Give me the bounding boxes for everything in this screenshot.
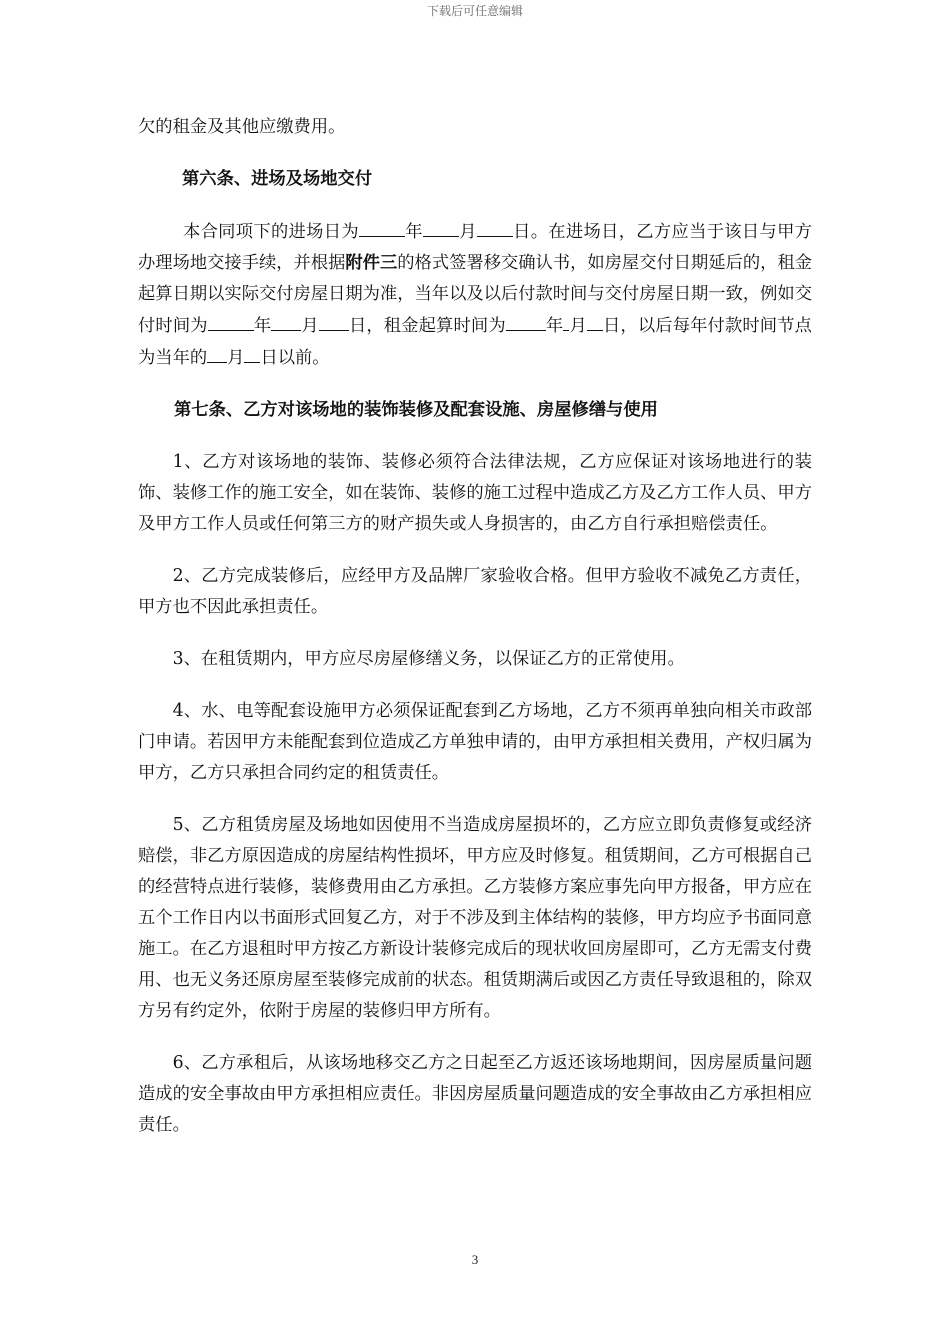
year-label: 年 (545, 316, 564, 336)
month-label: 月 (227, 348, 245, 368)
blank-field[interactable] (477, 216, 513, 237)
article-6-paragraph (138, 216, 812, 374)
page-number: 3 (471, 1252, 479, 1267)
article-6-heading: 第六条、进场及场地交付 (182, 169, 373, 189)
continuation-paragraph: 欠的租金及其他应缴费用。 (138, 117, 346, 137)
article-7-item-5: 5、乙方租赁房屋及场地如因使用不当造成房屋损坏的，乙方应立即负责修复或经济赔偿，非乙方原因造成的房屋结构性损坏，甲方应及时修复。租赁期间，乙方可根据自己的经营特点进行装修，装修费用由乙方承担。乙方装修方案应事先向甲方报备，甲方应在五个工作日内以书面形式回复乙方，对于不涉及到主体结构的装修，甲方均应予书面同意施工。在乙方退租时甲方按乙方新设计装修完成后的现状收回房屋即可，乙方无需支付费用、也无义务还原房屋至装修完成前的状态。租赁期满后或因乙方责任导致退租的，除双方另有约定外，依附于房屋的装修归甲方所有。 (138, 815, 812, 1021)
blank-field[interactable] (244, 342, 260, 363)
attachment-reference: 附件三 (345, 253, 398, 273)
article-7-item-4: 4、水、电等配套设施甲方必须保证配套到乙方场地，乙方不须再单独向相关市政部门申请。若因甲方未能配套到位造成乙方单独申请的，由甲方承担相关费用，产权归属为甲方，乙方只承担合同约定的租赁责任。 (138, 701, 812, 783)
article-7-item-1: 1、乙方对该场地的装饰、装修必须符合法律法规，乙方应保证对该场地进行的装饰、装修工作的施工安全，如在装饰、装修的施工过程中造成乙方及乙方工作人员、甲方及甲方工作人员或任何第三方的财产损失或人身损害的，由乙方自行承担赔偿责任。 (138, 452, 812, 534)
article-7-item-3: 3、在租赁期内，甲方应尽房屋修缮义务，以保证乙方的正常使用。 (172, 649, 685, 669)
text-segment: 日以前。 (260, 348, 330, 368)
text-segment: 本合同项下的进场日为 (182, 222, 359, 242)
blank-field[interactable] (271, 310, 301, 331)
month-label: 月 (301, 316, 319, 336)
blank-field[interactable] (208, 310, 254, 331)
document-page (138, 112, 812, 1162)
text-segment: 日。在进场日，乙方应当于该日与甲方办理场地交接手续，并根据 (138, 222, 812, 273)
month-label: 月 (569, 316, 587, 336)
blank-field[interactable] (423, 216, 459, 237)
blank-field[interactable] (587, 310, 603, 331)
blank-field[interactable] (359, 216, 405, 237)
year-label: 年 (253, 316, 272, 336)
header-note: 下载后可任意编辑 (426, 4, 523, 18)
blank-field[interactable] (207, 342, 227, 363)
month-label: 月 (458, 222, 477, 242)
text-segment: 的格式签署移交确认书，如房屋交付日期延后的，租金起算日期以实际交付房屋日期为准，当年以及以后付款时间与交付房屋日期一致，例如交付时间为 (138, 253, 813, 336)
text-segment: 日，以后每年付款时间节点为当年的 (138, 316, 812, 368)
article-7-item-6: 6、乙方承租后，从该场地移交乙方之日起至乙方返还该场地期间，因房屋质量问题造成的安全事故由甲方承担相应责任。非因房屋质量问题造成的安全事故由乙方承担相应责任。 (138, 1053, 812, 1135)
blank-field[interactable] (506, 310, 546, 331)
blank-field[interactable] (319, 310, 349, 331)
year-label: 年 (404, 222, 423, 242)
text-segment: 日，租金起算时间为 (348, 316, 506, 336)
article-7-item-2: 2、乙方完成装修后，应经甲方及品牌厂家验收合格。但甲方验收不减免乙方责任，甲方也不因此承担责任。 (138, 566, 812, 617)
article-7-heading: 第七条、乙方对该场地的装饰装修及配套设施、房屋修缮与使用 (174, 400, 658, 420)
